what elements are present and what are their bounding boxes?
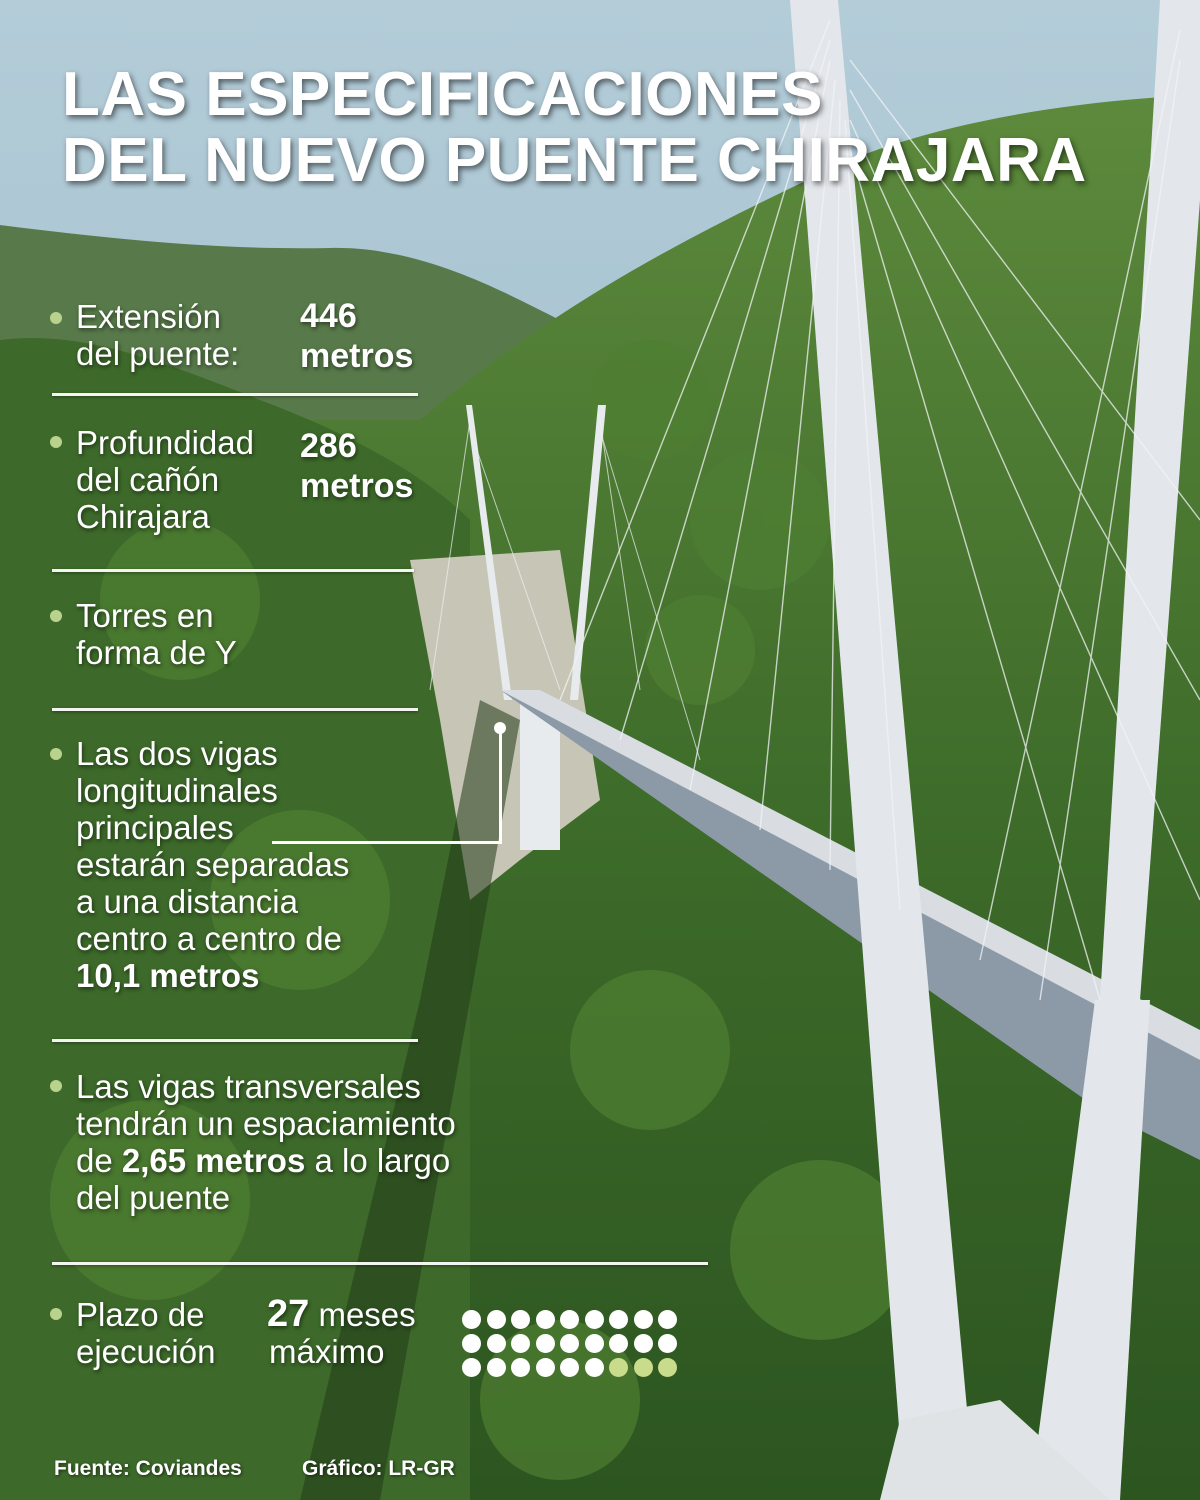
month-dot: [609, 1334, 628, 1353]
bullet-icon: [50, 436, 62, 448]
month-dot: [634, 1358, 653, 1377]
label-text: a lo largo: [305, 1142, 451, 1179]
month-dot: [462, 1358, 481, 1377]
month-dot: [487, 1358, 506, 1377]
spec-depth-label: [76, 424, 254, 535]
month-dot: [536, 1334, 555, 1353]
label-line: del cañón: [76, 461, 220, 498]
bullet-icon: [50, 1080, 62, 1092]
month-dot: [609, 1310, 628, 1329]
month-dot: [634, 1334, 653, 1353]
bullet-icon: [50, 1308, 62, 1320]
value-unit: metros: [300, 337, 414, 375]
month-dot: [536, 1310, 555, 1329]
callout-line: [272, 841, 502, 844]
month-dot: [487, 1310, 506, 1329]
spec-extension-value: [300, 296, 413, 376]
label-line: forma de Y: [76, 634, 237, 671]
divider: [52, 708, 418, 711]
label-line: [76, 1142, 456, 1179]
label-line: estarán separadas: [76, 846, 350, 883]
label-line: Las dos vigas: [76, 735, 278, 772]
label-line: a una distancia: [76, 883, 298, 920]
month-dot: [511, 1358, 530, 1377]
divider: [52, 569, 414, 572]
label-line: centro a centro de: [76, 920, 342, 957]
beam-distance-value: 10,1 metros: [76, 957, 260, 994]
month-dot: [462, 1334, 481, 1353]
label-line: del puente:: [76, 335, 240, 372]
month-dot: [658, 1358, 677, 1377]
callout-dot: [494, 722, 506, 734]
month-dot: [585, 1334, 604, 1353]
month-dot: [560, 1334, 579, 1353]
month-dot: [462, 1310, 481, 1329]
months-unit: meses: [309, 1296, 416, 1333]
bullet-icon: [50, 748, 62, 760]
title-line-1: LAS ESPECIFICACIONES: [62, 60, 823, 129]
bullet-icon: [50, 610, 62, 622]
divider: [52, 393, 418, 396]
value-line: [267, 1293, 416, 1335]
month-dot: [634, 1310, 653, 1329]
month-dot: [560, 1310, 579, 1329]
bullet-icon: [50, 312, 62, 324]
month-dot: [585, 1358, 604, 1377]
spacing-value: 2,65 metros: [121, 1142, 306, 1179]
spec-deadline-value: [267, 1293, 416, 1370]
source-credit: Fuente: Coviandes: [54, 1457, 242, 1480]
graphic-credit: Gráfico: LR-GR: [302, 1457, 455, 1480]
label-line: longitudinales: [76, 772, 278, 809]
value-number: 286: [300, 427, 357, 465]
value-number: 446: [300, 297, 357, 335]
month-dot: [658, 1310, 677, 1329]
spec-depth-value: [300, 426, 413, 506]
label-line: tendrán un espaciamiento: [76, 1105, 456, 1142]
divider: [52, 1262, 708, 1265]
label-line: Profundidad: [76, 424, 254, 461]
month-dot: [609, 1358, 628, 1377]
label-line: ejecución: [76, 1333, 216, 1370]
spec-deadline-label: [76, 1296, 215, 1370]
month-dot: [585, 1310, 604, 1329]
month-dot: [536, 1358, 555, 1377]
month-dot: [560, 1358, 579, 1377]
title-line-2: DEL NUEVO PUENTE CHIRAJARA: [62, 126, 1087, 195]
spec-cross-beams-label: [76, 1068, 456, 1216]
month-dot: [511, 1310, 530, 1329]
value-unit: metros: [300, 467, 414, 505]
page-title: [62, 62, 1087, 194]
label-line: Torres en: [76, 597, 214, 634]
value-line: máximo: [269, 1333, 385, 1370]
month-dot: [511, 1334, 530, 1353]
label-line: Las vigas transversales: [76, 1068, 421, 1105]
spec-beams-label: [76, 735, 349, 994]
month-dot: [658, 1334, 677, 1353]
month-dot: [487, 1334, 506, 1353]
label-line: Chirajara: [76, 498, 210, 535]
label-line: Extensión: [76, 298, 221, 335]
label-line: del puente: [76, 1179, 231, 1216]
spec-towers-label: [76, 597, 237, 671]
label-line: principales: [76, 809, 234, 846]
months-number: 27: [267, 1293, 310, 1335]
spec-extension-label: [76, 298, 239, 372]
divider: [52, 1039, 418, 1042]
label-line: Plazo de: [76, 1296, 205, 1333]
callout-line: [499, 728, 502, 844]
label-text: de: [76, 1142, 122, 1179]
